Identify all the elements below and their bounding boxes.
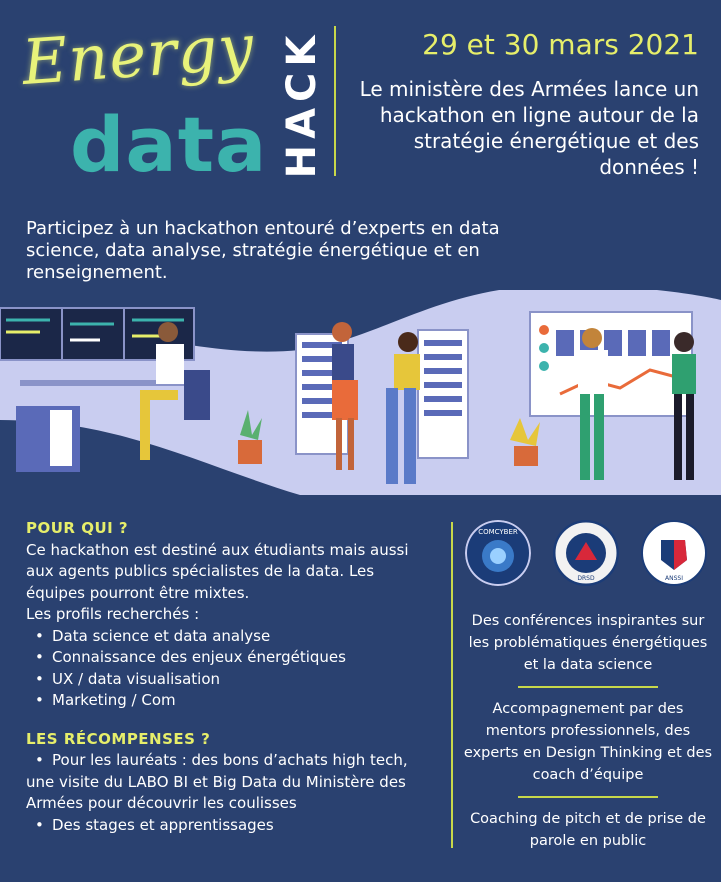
pour-qui-title: POUR QUI ? bbox=[26, 519, 129, 537]
logo-hack-text bbox=[279, 22, 325, 186]
lead-text: Participez à un hackathon entouré d’experts en data science, data analyse, stratégie énergétique et en renseignement. bbox=[26, 218, 500, 283]
feature-coaching: Coaching de pitch et de prise de parole en public bbox=[470, 811, 706, 849]
logo-data-text: data bbox=[70, 100, 268, 189]
reward-continuation: une visite du LABO BI et Big Data du Ministère des Armées pour découvrir les coulisses bbox=[26, 772, 406, 812]
list-item: • Connaissance des enjeux énergétiques bbox=[52, 647, 436, 669]
list-item: • Pour les lauréats : des bons d’achats high tech, bbox=[52, 750, 412, 772]
logo-divider bbox=[334, 26, 336, 176]
list-item: • Data science et data analyse bbox=[52, 626, 436, 648]
intro-text: Le ministère des Armées lance un hackathon en ligne autour de la stratégie énergétique et des données ! bbox=[359, 77, 699, 179]
logo-energy-text: Energy bbox=[19, 9, 257, 100]
feature-mentoring: Accompagnement par des mentors professionnels, des experts en Design Thinking et des coach d’équipe bbox=[463, 701, 713, 783]
partner-badges bbox=[465, 520, 715, 592]
list-item: • Des stages et apprentissages bbox=[52, 815, 436, 837]
pour-qui-para1: Ce hackathon est destiné aux étudiants mais aussi aux agents publics spécialistes de la data. Les équipes pourront être mixtes. bbox=[26, 540, 409, 602]
hackathon-illustration bbox=[0, 290, 721, 500]
list-item: • Marketing / Com bbox=[52, 690, 436, 712]
logo-hack-label: HACK bbox=[279, 29, 325, 179]
list-item: • UX / data visualisation bbox=[52, 669, 436, 691]
dashboard-screen bbox=[530, 312, 692, 416]
badge-label: DRSD bbox=[577, 575, 595, 582]
profiles-list bbox=[26, 626, 436, 712]
pour-qui-para2: Les profils recherchés : bbox=[26, 605, 200, 623]
badge-label: COMCYBER bbox=[478, 528, 518, 536]
feature-divider bbox=[518, 686, 658, 688]
comcyber-badge-icon bbox=[465, 520, 531, 586]
event-date: 29 et 30 mars 2021 bbox=[422, 28, 699, 61]
badge-label: ANSSI bbox=[665, 575, 683, 582]
rewards-list bbox=[26, 750, 436, 772]
features-list bbox=[462, 610, 714, 852]
anssi-badge-icon bbox=[641, 520, 707, 586]
rewards-list-2 bbox=[26, 815, 436, 837]
column-divider bbox=[451, 522, 453, 848]
left-column bbox=[26, 518, 436, 836]
feature-conferences: Des conférences inspirantes sur les problématiques énergétiques et la data science bbox=[468, 613, 708, 673]
recompenses-title: LES RÉCOMPENSES ? bbox=[26, 729, 211, 748]
drsd-badge-icon bbox=[553, 520, 619, 586]
server-rack-2 bbox=[418, 330, 468, 458]
feature-divider bbox=[518, 796, 658, 798]
